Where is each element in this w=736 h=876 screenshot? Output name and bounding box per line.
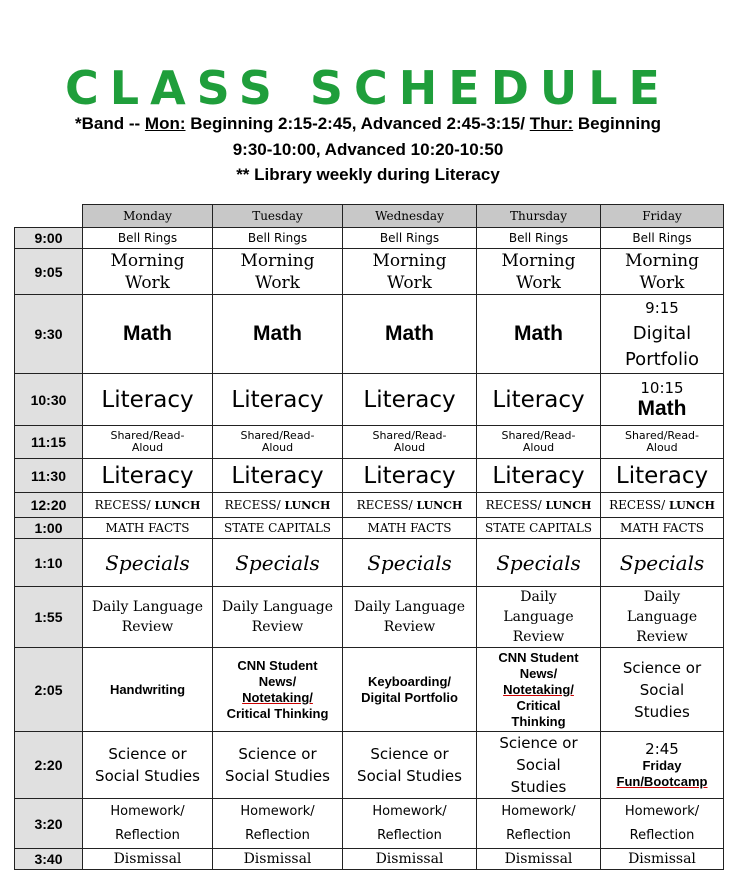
schedule-cell: Homework/ Reflection bbox=[477, 799, 601, 849]
schedule-cell: Morning Work bbox=[213, 249, 343, 295]
schedule-cell: Bell Rings bbox=[83, 228, 213, 249]
time-cell: 3:40 bbox=[15, 849, 83, 870]
schedule-cell: Daily Language Review bbox=[83, 587, 213, 648]
schedule-cell: RECESS/ LUNCH bbox=[213, 493, 343, 518]
schedule-cell: Bell Rings bbox=[477, 228, 601, 249]
schedule-cell: 10:15 Math bbox=[601, 374, 724, 426]
schedule-cell: Literacy bbox=[601, 459, 724, 493]
table-row bbox=[15, 228, 724, 249]
schedule-cell: Science or Social Studies bbox=[83, 732, 213, 799]
time-cell: 2:20 bbox=[15, 732, 83, 799]
time-cell: 12:20 bbox=[15, 493, 83, 518]
schedule-cell: Shared/Read- Aloud bbox=[83, 426, 213, 459]
schedule-cell: Specials bbox=[83, 539, 213, 587]
schedule-cell: STATE CAPITALS bbox=[477, 518, 601, 539]
table-row bbox=[15, 374, 724, 426]
day-header: Thursday bbox=[477, 205, 601, 228]
schedule-cell: Literacy bbox=[477, 374, 601, 426]
schedule-cell: CNN Student News/ Notetaking/ Critical Thinking bbox=[213, 648, 343, 732]
table-row bbox=[15, 518, 724, 539]
schedule-table bbox=[14, 204, 724, 870]
day-header: Monday bbox=[83, 205, 213, 228]
schedule-cell: Shared/Read- Aloud bbox=[601, 426, 724, 459]
schedule-cell: Science or Social Studies bbox=[477, 732, 601, 799]
schedule-cell: Morning Work bbox=[477, 249, 601, 295]
schedule-cell: Literacy bbox=[213, 374, 343, 426]
schedule-cell: Math bbox=[477, 295, 601, 374]
table-row bbox=[15, 459, 724, 493]
schedule-cell: Shared/Read- Aloud bbox=[343, 426, 477, 459]
schedule-cell: Daily Language Review bbox=[213, 587, 343, 648]
schedule-cell: Specials bbox=[477, 539, 601, 587]
schedule-cell: Shared/Read- Aloud bbox=[213, 426, 343, 459]
schedule-cell: Specials bbox=[601, 539, 724, 587]
time-cell: 1:00 bbox=[15, 518, 83, 539]
day-header: Wednesday bbox=[343, 205, 477, 228]
schedule-cell: Math bbox=[213, 295, 343, 374]
schedule-cell: Literacy bbox=[477, 459, 601, 493]
library-note: ** Library weekly during Literacy bbox=[236, 165, 500, 184]
schedule-cell: Homework/ Reflection bbox=[213, 799, 343, 849]
table-row bbox=[15, 849, 724, 870]
table-row bbox=[15, 249, 724, 295]
table-row bbox=[15, 426, 724, 459]
schedule-cell: Homework/ Reflection bbox=[83, 799, 213, 849]
time-cell: 3:20 bbox=[15, 799, 83, 849]
schedule-cell: Literacy bbox=[213, 459, 343, 493]
day-header: Tuesday bbox=[213, 205, 343, 228]
schedule-cell: Dismissal bbox=[83, 849, 213, 870]
table-row bbox=[15, 587, 724, 648]
schedule-cell: Math bbox=[83, 295, 213, 374]
time-cell: 9:00 bbox=[15, 228, 83, 249]
schedule-cell: Dismissal bbox=[343, 849, 477, 870]
header-row bbox=[15, 205, 724, 228]
schedule-cell: Science or Social Studies bbox=[601, 648, 724, 732]
corner-cell bbox=[15, 205, 83, 228]
schedule-cell: Science or Social Studies bbox=[213, 732, 343, 799]
schedule-cell: Literacy bbox=[343, 459, 477, 493]
schedule-cell: CNN Student News/ Notetaking/ Critical Thinking bbox=[477, 648, 601, 732]
band-note: *Band -- Mon: Beginning 2:15-2:45, Advanced 2:45-3:15/ Thur: Beginning bbox=[75, 114, 661, 133]
schedule-cell: Morning Work bbox=[83, 249, 213, 295]
schedule-cell: 9:15 Digital Portfolio bbox=[601, 295, 724, 374]
table-row bbox=[15, 493, 724, 518]
schedule-cell: Bell Rings bbox=[601, 228, 724, 249]
schedule-cell: Literacy bbox=[83, 374, 213, 426]
schedule-cell: Morning Work bbox=[601, 249, 724, 295]
schedule-cell: STATE CAPITALS bbox=[213, 518, 343, 539]
schedule-cell: Literacy bbox=[343, 374, 477, 426]
schedule-cell: Specials bbox=[343, 539, 477, 587]
schedule-cell: Science or Social Studies bbox=[343, 732, 477, 799]
schedule-cell: Math bbox=[343, 295, 477, 374]
schedule-cell: RECESS/ LUNCH bbox=[477, 493, 601, 518]
table-row bbox=[15, 648, 724, 732]
page-title: CLASS SCHEDULE bbox=[65, 61, 671, 115]
schedule-cell: Shared/Read- Aloud bbox=[477, 426, 601, 459]
schedule-cell: Bell Rings bbox=[213, 228, 343, 249]
time-cell: 1:10 bbox=[15, 539, 83, 587]
schedule-cell: Homework/ Reflection bbox=[601, 799, 724, 849]
schedule-cell: Dismissal bbox=[213, 849, 343, 870]
schedule-cell: 2:45 Friday Fun/Bootcamp bbox=[601, 732, 724, 799]
schedule-cell: Daily Language Review bbox=[477, 587, 601, 648]
time-cell: 11:15 bbox=[15, 426, 83, 459]
time-cell: 9:05 bbox=[15, 249, 83, 295]
schedule-cell: Homework/ Reflection bbox=[343, 799, 477, 849]
schedule-cell: Specials bbox=[213, 539, 343, 587]
schedule-cell: RECESS/ LUNCH bbox=[83, 493, 213, 518]
schedule-cell: MATH FACTS bbox=[601, 518, 724, 539]
time-cell: 11:30 bbox=[15, 459, 83, 493]
schedule-cell: MATH FACTS bbox=[343, 518, 477, 539]
table-row bbox=[15, 799, 724, 849]
schedule-cell: Literacy bbox=[83, 459, 213, 493]
table-row bbox=[15, 295, 724, 374]
day-header: Friday bbox=[601, 205, 724, 228]
schedule-cell: RECESS/ LUNCH bbox=[343, 493, 477, 518]
schedule-cell: RECESS/ LUNCH bbox=[601, 493, 724, 518]
schedule-cell: MATH FACTS bbox=[83, 518, 213, 539]
schedule-cell: Morning Work bbox=[343, 249, 477, 295]
table-row bbox=[15, 732, 724, 799]
table-row bbox=[15, 539, 724, 587]
schedule-cell: Keyboarding/ Digital Portfolio bbox=[343, 648, 477, 732]
time-cell: 1:55 bbox=[15, 587, 83, 648]
schedule-cell: Handwriting bbox=[83, 648, 213, 732]
schedule-cell: Daily Language Review bbox=[343, 587, 477, 648]
time-cell: 10:30 bbox=[15, 374, 83, 426]
schedule-cell: Dismissal bbox=[601, 849, 724, 870]
schedule-cell: Dismissal bbox=[477, 849, 601, 870]
time-cell: 2:05 bbox=[15, 648, 83, 732]
schedule-cell: Bell Rings bbox=[343, 228, 477, 249]
band-note-times: 9:30-10:00, Advanced 10:20-10:50 bbox=[232, 140, 504, 159]
schedule-cell: Daily Language Review bbox=[601, 587, 724, 648]
time-cell: 9:30 bbox=[15, 295, 83, 374]
